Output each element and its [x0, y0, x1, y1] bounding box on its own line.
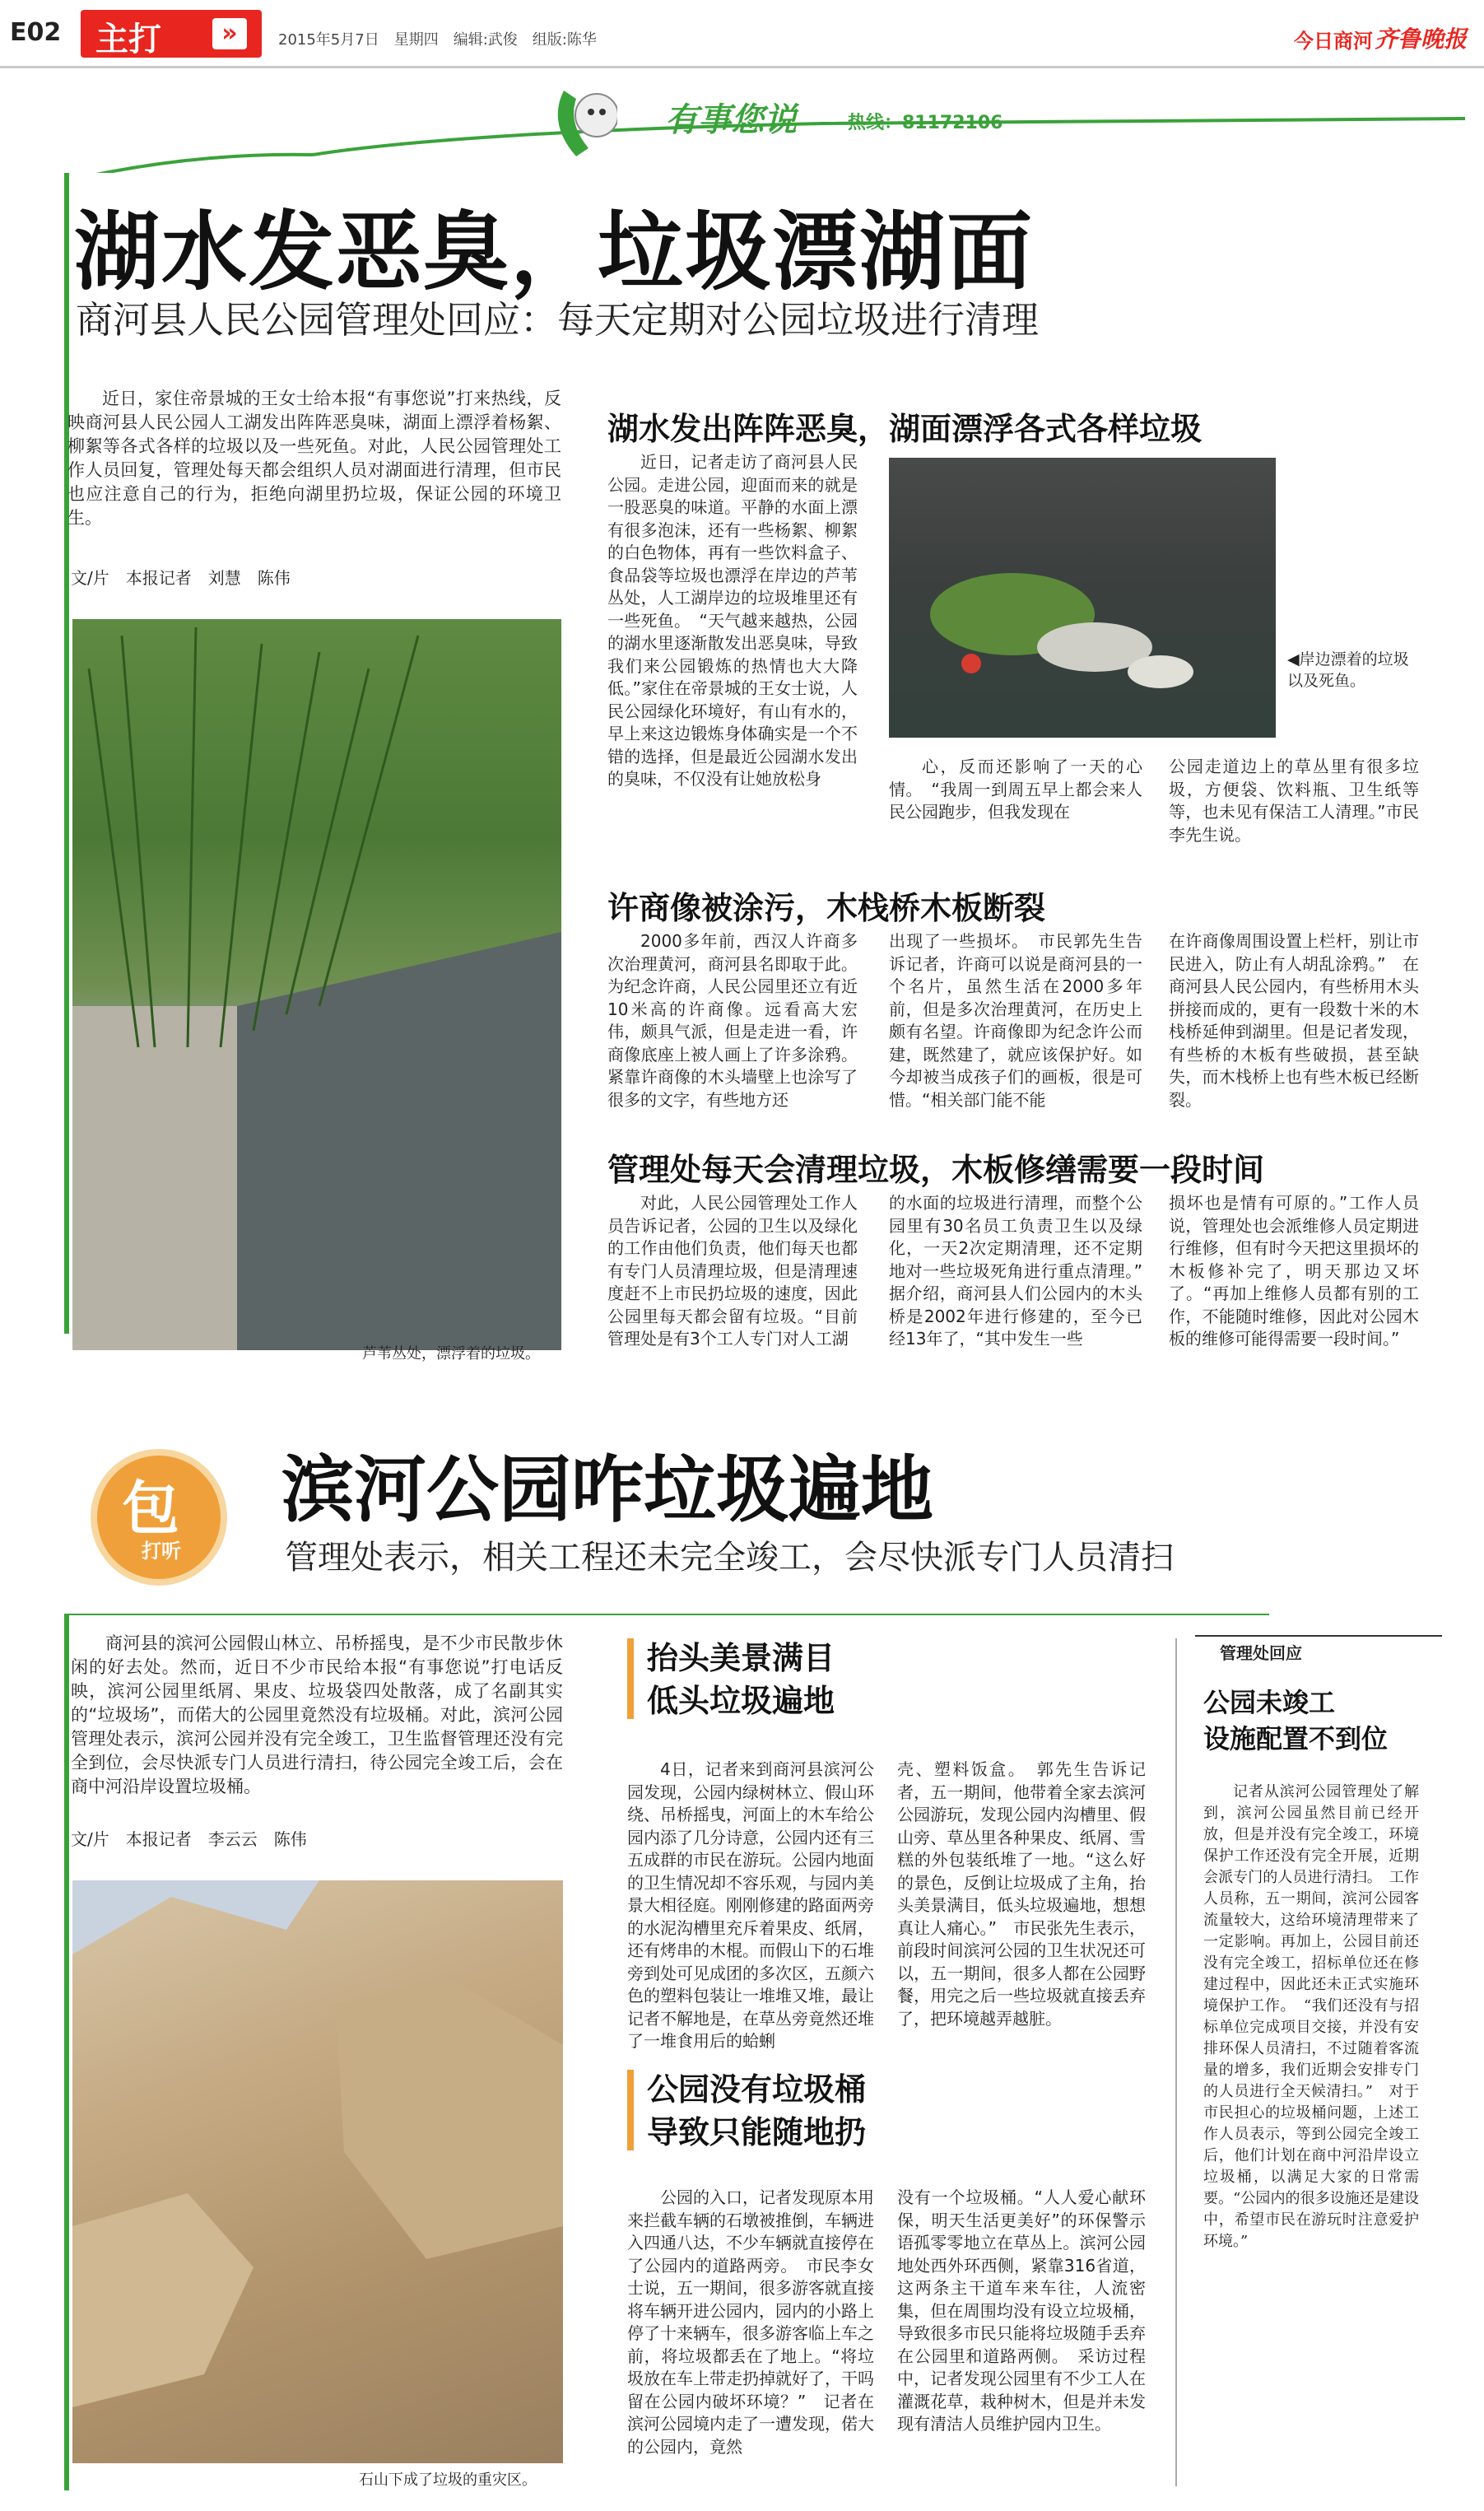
badge-sub-label: 打听: [142, 1540, 181, 1563]
story2-section2-bar: [627, 2070, 634, 2150]
story1-section3-col3: 损坏也是情有可原的。”工作人员说，管理处也会派维修人员定期进行维修，但有时今天把这里损坏的木板修补完了，明天那边又坏了。“再加上维修人员都有别的工作，不能随时维修，因此对公园木板的维修可能得需要一段时间。”: [1169, 1193, 1419, 1349]
lake-illustration: [889, 458, 1276, 738]
story2-section2-title: [647, 2068, 866, 2154]
phone-icon: [543, 82, 617, 165]
lake-photo-caption: ◀岸边漂着的垃圾以及死鱼。: [1287, 650, 1409, 690]
story1-subheadline: 商河县人民公园管理处回应：每天定期对公园垃圾进行清理: [76, 298, 1040, 342]
badge-main-char: 包: [122, 1474, 179, 1542]
sidebar-label: 管理处回应: [1220, 1643, 1302, 1663]
story1-section2-title: 许商像被涂污，木栈桥木板断裂: [607, 890, 1046, 926]
section-tab: [81, 10, 262, 58]
story1-section3-col2: 的水面的垃圾进行清理，而整个公园里有30名员工负责卫生以及绿化，一天2次定期清理，还不定期地对一些垃圾死角进行重点清理。” 据介绍，商河县人们公园内的木头桥是2002年进行修建的，至今已经13年了，“其中发生一些: [889, 1193, 1159, 1349]
story2-section1-col2: 壳、塑料饭盒。 郭先生告诉记者，五一期间，他带着全家去滨河公园游玩，发现公园内沟槽里、假山旁、草丛里各种果皮、纸屑、雪糕的外包装纸堆了一地。“这么好的景色，反倒让垃圾成了主角，抬头美景满目，低头垃圾遍地，想想真让人痛心。” 市民张先生表示，前段时间滨河公园的卫生状况还可以，五一期间，很多人都在公园野餐，用完之后一些垃圾就直接丢弃了，把环境越弄越脏。: [897, 1759, 1146, 2029]
section-tab-label: 主打: [95, 21, 161, 58]
story1-left-frame: [64, 173, 69, 1334]
story2-byline: 文/片 本报记者 李云云 陈伟: [71, 1829, 307, 1849]
story1-headline: 湖水发恶臭，垃圾漂湖面: [74, 202, 1035, 302]
story2-section1-bar: [627, 1638, 634, 1719]
hotline-banner: [0, 82, 1484, 173]
story2-rocks-photo: [72, 1880, 563, 2463]
hotline-number: 热线：81172106: [848, 113, 1003, 133]
story2-section2-col2: 没有一个垃圾桶。“人人爱心献环保，明天生活更美好”的环保警示语孤零零地立在草丛上。滨河公园地处西外环西侧，紧靠316省道，这两条主干道车来车往，人流密集，但在周围均没有设立垃圾桶，导致很多市民只能将垃圾随手丢弃在公园里和道路两侧。 采访过程中，记者发现公园里有不少工人在灌溉花草，栽种树木，但是并未发现有清洁人员维护园内卫生。: [897, 2187, 1146, 2434]
story2-subheadline: 管理处表示，相关工程还未完全竣工，会尽快派专门人员清扫: [285, 1539, 1174, 1577]
story1-section1-title: 湖水发出阵阵恶臭，湖面漂浮各式各样垃圾: [607, 411, 1203, 447]
hotline-title: 有事您说: [665, 101, 797, 139]
story1-section1-col1: 近日，记者走访了商河县人民公园。走进公园，迎面而来的就是一股恶臭的味道。平静的水面上漂有很多泡沫，还有一些杨絮、柳絮的白色物体，再有一些饮料盒子、食品袋等垃圾也漂浮在岸边的芦苇丛处，人工湖岸边的垃圾堆里还有一些死鱼。 “天气越来越热，公园的湖水里逐渐散发出恶臭味，导致我们来公园锻炼的热情也大大降低。”家住在帝景城的王女士说，人民公园绿化环境好，有山有水的，早上来这边锻炼身体确实是一个不错的选择，但是最近公园湖水发出的臭味，不仅没有让她放松身: [607, 452, 858, 789]
story2-top-rule: [67, 1614, 1269, 1615]
story2-photo-caption: 石山下成了垃圾的重灾区。: [359, 2471, 537, 2489]
header-meta: 2015年5月7日 星期四 编辑:武俊 组版:陈华: [278, 31, 597, 49]
newspaper-logo: 齐鲁晚报: [1375, 26, 1468, 53]
sidebar-body: 记者从滨河公园管理处了解到，滨河公园虽然目前已经开放，但是并没有完全竣工，环境保护工作还没有完全开展，近期会派专门的人员进行清扫。 工作人员称，五一期间，滨河公园客流量较大，这给环境清理带来了一定影响。再加上，公园目前还没有完全竣工，招标单位还在修建过程中，因此还未正式实施环境保护工作。 “我们还没有与招标单位完成项目交接，并没有安排环保人员清扫，不过随着客流量的增多，我们近期会安排专门的人员进行全天候清扫。” 对于市民担心的垃圾桶问题，上述工作人员表示，等到公园完全竣工后，他们计划在商中河沿岸设立垃圾桶，以满足大家的日常需要。“公园内的很多设施还是建设中，希望市民在游玩时注意爱护环境。”: [1203, 1783, 1419, 2250]
rocks-illustration: [72, 1880, 563, 2463]
story1-reeds-photo: [72, 619, 561, 1350]
sidebar-divider: [1175, 1638, 1177, 2486]
story1-lead: 近日，家住帝景城的王女士给本报“有事您说”打来热线，反映商河县人民公园人工湖发出阵阵恶臭味，湖面上漂浮着杨絮、柳絮等各式各样的垃圾以及一些死鱼。对此，人民公园管理处工作人员回复，管理处每天都会组织人员对湖面进行清理，但市民也应注意自己的行为，拒绝向湖里扔垃圾，保证公园的环境卫生。: [67, 389, 561, 528]
story2-headline: 滨河公园咋垃圾遍地: [281, 1447, 934, 1532]
story1-photo-caption: 芦苇丛处，漂浮着的垃圾。: [362, 1345, 540, 1363]
story1-section1-col2: 心，反而还影响了一天的心情。 “我周一到周五早上都会来人民公园跑步，但我发现在: [889, 757, 1142, 822]
sidebar-title-line2: 设施配置不到位: [1203, 1723, 1389, 1754]
story1-section2-col1: 2000多年前，西汉人许商多次治理黄河，商河县名即取于此。为纪念许商，人民公园里还立有近10米高的许商像。远看高大宏伟，颇具气派，但是走进一看，许商像底座上被人画上了许多涂鸦。紧靠许商像的木头墙壁上也涂写了很多的文字，有些地方还: [607, 931, 858, 1110]
story1-byline: 文/片 本报记者 刘慧 陈伟: [71, 568, 291, 588]
sidebar-title: [1203, 1684, 1388, 1757]
header-rule: [0, 66, 1484, 68]
story2-left-frame: [64, 1614, 69, 2490]
story2-section2-col1: 公园的入口，记者发现原本用来拦截车辆的石墩被推倒，车辆进入四通八达，不少车辆就直接停在了公园内的道路两旁。 市民李女士说，五一期间，很多游客就直接将车辆开进公园内，园内的小路上停了十来辆车，很多游客临上车之前，将垃圾都丢在了地上。“将垃圾放在车上带走扔掉就好了，干吗留在公园内破坏环境？” 记者在滨河公园境内走了一遭发现，偌大的公园内，竟然: [627, 2187, 874, 2457]
story1-lake-photo: [889, 458, 1276, 738]
dabianting-badge: [91, 1449, 227, 1586]
sidebar-title-line1: 公园未竣工: [1203, 1687, 1336, 1718]
story1-section2-col2: 出现了一些损坏。 市民郭先生告诉记者，许商可以说是商河县的一个名片，虽然生活在2000多年前，但是多次治理黄河，在历史上颇有名望。许商像即为纪念许公而建，既然建了，就应该保护好。如今却被当成孩子们的画板，很是可惜。“相关部门能不能: [889, 931, 1142, 1110]
story2-section1-title: [647, 1637, 835, 1722]
story2-lead: 商河县的滨河公园假山林立、吊桥摇曳，是不少市民散步休闲的好去处。然而，近日不少市民给本报“有事您说”打电话反映，滨河公园里纸屑、果皮、垃圾袋四处散落，成了名副其实的“垃圾场”，而偌大的公园里竟然没有垃圾桶。对此，滨河公园管理处表示，滨河公园并没有完全竣工，卫生监督管理还没有完全到位，会尽快派专门人员进行清扫，待公园完全竣工后，会在商中河沿岸设置垃圾桶。: [71, 1633, 563, 1796]
story2-section1-col1: 4日，记者来到商河县滨河公园发现，公园内绿树林立、假山环绕、吊桥摇曳，河面上的木车给公园内添了几分诗意，公园内还有三五成群的市民在游玩。公园内地面的卫生情况却不容乐观，与园内美景大相径庭。刚刚修建的路面两旁的水泥沟槽里充斥着果皮、纸屑，还有烤串的木棍。而假山下的石堆旁到处可见成团的多次区，五颜六色的塑料包装让一堆堆又堆，最让记者不解地是，在草丛旁竟然还堆了一堆食用后的蛤蜊: [627, 1759, 874, 2051]
story2-section2-title-line1: 公园没有垃圾桶: [647, 2071, 867, 2108]
story2-section2-title-line2: 导致只能随地扔: [647, 2114, 867, 2150]
reeds-illustration: [72, 619, 561, 1350]
page-number: E02: [10, 18, 62, 47]
sidebar-label-box: [1195, 1635, 1442, 1665]
story1-section3-col1: 对此，人民公园管理处工作人员告诉记者，公园的卫生以及绿化的工作由他们负责，他们每天也都有专门人员清理垃圾，但是清理速度赶不上市民扔垃圾的速度，因此公园里每天都会留有垃圾。“目前管理处是有3个工人专门对人工湖: [607, 1193, 858, 1349]
header-brand: 今日商河: [1294, 30, 1373, 53]
story2-section1-title-line1: 抬头美景满目: [647, 1640, 835, 1676]
story1-section1-col3: 公园走道边上的草丛里有很多垃圾，方便袋、饮料瓶、卫生纸等等，也未见有保洁工人清理。”市民李先生说。: [1169, 757, 1419, 845]
double-chevron-icon: »: [212, 18, 247, 49]
story1-section2-col3: 在许商像周围设置上栏杆，别让市民进入，防止有人胡乱涂鸦。” 在商河县人民公园内，有些桥用木头拼接而成的，更有一段数十米的木栈桥延伸到湖里。但是记者发现，有些桥的木板有些破损，甚至缺失，而木栈桥上也有些木板已经断裂。: [1169, 931, 1419, 1110]
story1-section3-title: 管理处每天会清理垃圾，木板修缮需要一段时间: [607, 1152, 1265, 1188]
story2-section1-title-line2: 低头垃圾遍地: [647, 1683, 835, 1719]
